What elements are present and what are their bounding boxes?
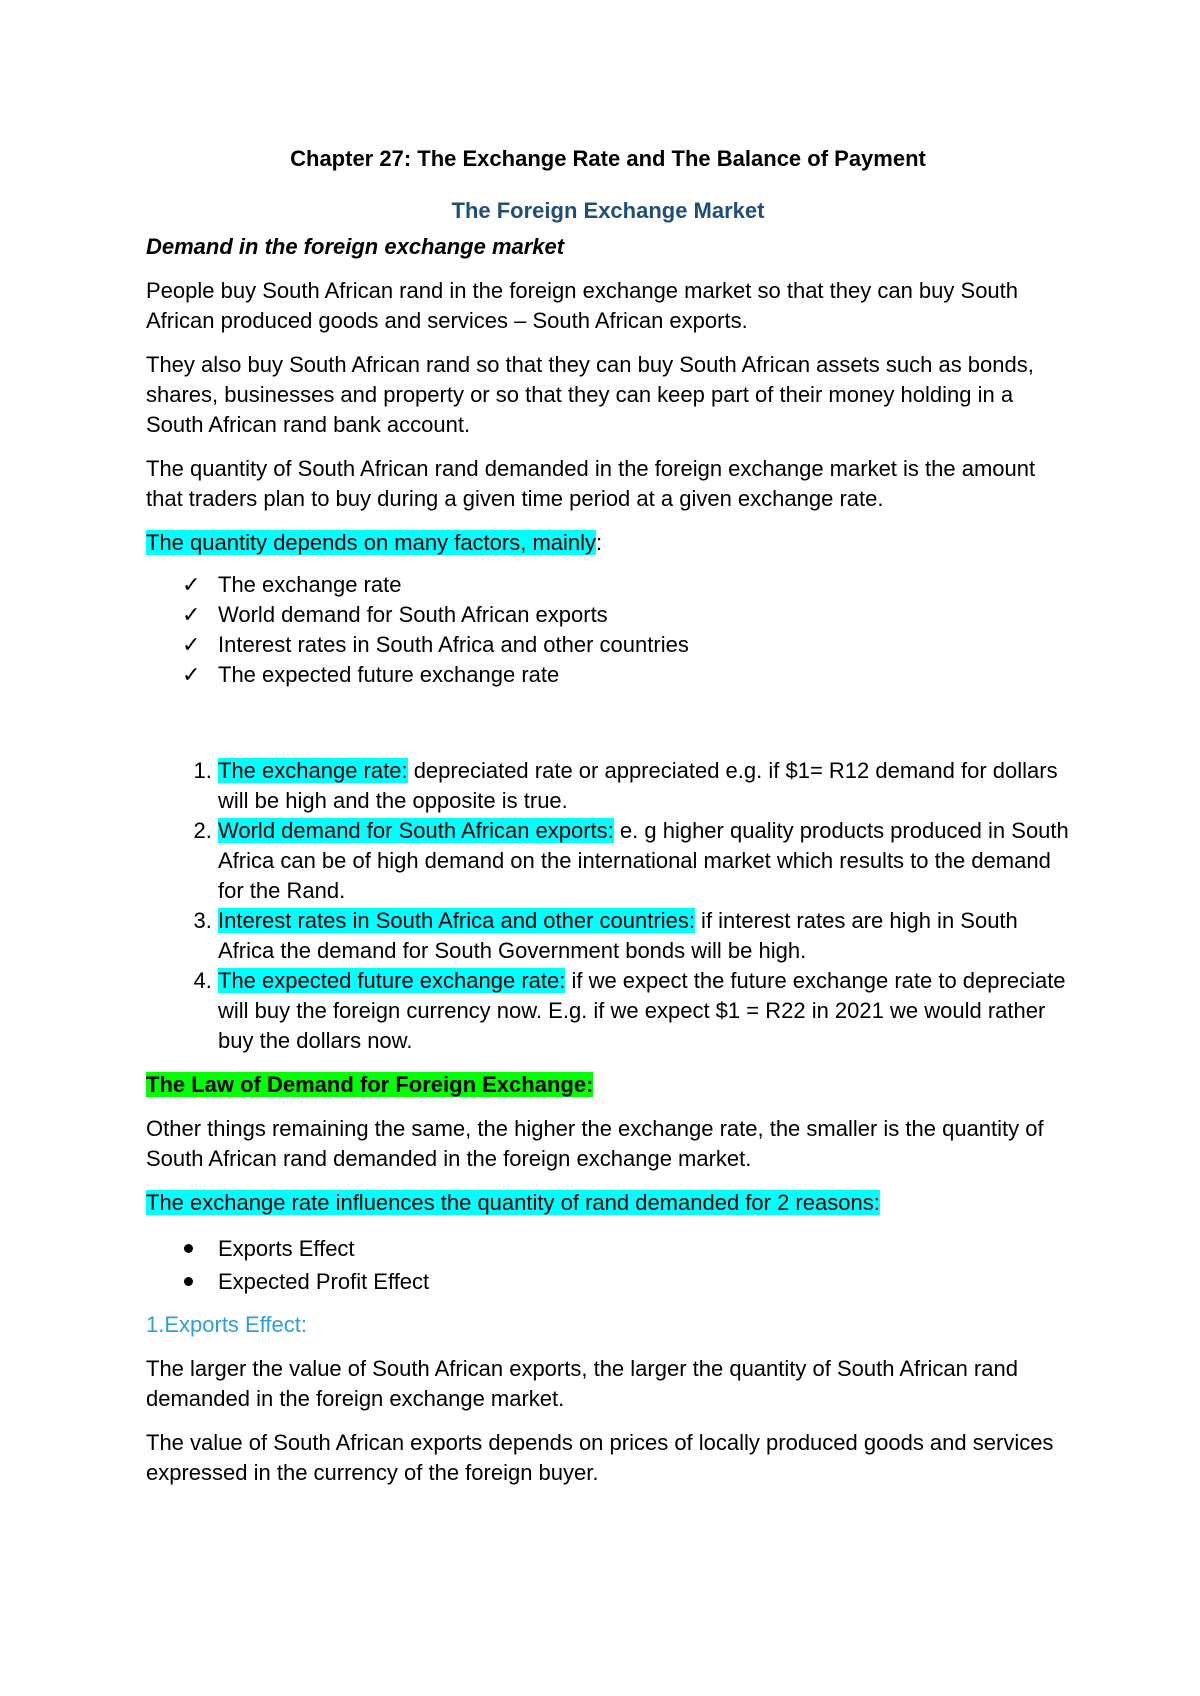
checklist-item bbox=[182, 660, 1070, 690]
factor-item-text: e. g higher quality products produced in South Africa can be of high demand on the international market which results to the demand for the Rand. bbox=[218, 818, 1069, 903]
exports-effect-heading: 1.Exports Effect: bbox=[146, 1312, 308, 1337]
reason-item bbox=[218, 1232, 1070, 1265]
checklist-item-label: The expected future exchange rate bbox=[218, 662, 560, 687]
factors-checklist bbox=[146, 570, 1070, 690]
checklist-item bbox=[182, 600, 1070, 630]
check-icon: ✓ bbox=[182, 662, 201, 687]
checklist-item bbox=[182, 570, 1070, 600]
check-icon: ✓ bbox=[182, 632, 201, 657]
check-icon: ✓ bbox=[182, 602, 201, 627]
factor-item-text: if we expect the future exchange rate to depreciate will buy the foreign currency now. E.g. if we expect $1 = R22 in 2021 we would rather buy the dollars now. bbox=[218, 968, 1066, 1053]
factor-item bbox=[218, 756, 1070, 816]
section-title: The Foreign Exchange Market bbox=[451, 198, 765, 223]
paragraph-2: They also buy South African rand so that they can buy South African assets such as bonds, shares, businesses and property or so that they can keep part of their money holding in a South African rand bank account. bbox=[146, 352, 1034, 437]
factor-item-text: depreciated rate or appreciated e.g. if $1= R12 demand for dollars will be high and the opposite is true. bbox=[218, 758, 1058, 813]
reason-item-label: Expected Profit Effect bbox=[218, 1269, 430, 1294]
reasons-intro bbox=[146, 1188, 1070, 1218]
reasons-list bbox=[146, 1232, 1070, 1298]
reasons-intro-highlight: The exchange rate influences the quantity of rand demanded for 2 reasons: bbox=[146, 1190, 880, 1215]
check-icon: ✓ bbox=[182, 572, 201, 597]
paragraph-1: People buy South African rand in the foreign exchange market so that they can buy South African produced goods and services – South African exports. bbox=[146, 278, 1019, 333]
exports-paragraph-1: The larger the value of South African exports, the larger the quantity of South African rand demanded in the foreign exchange market. bbox=[146, 1356, 1018, 1411]
checklist-item-label: Interest rates in South Africa and other countries bbox=[218, 632, 689, 657]
checklist-item-label: The exchange rate bbox=[218, 572, 402, 597]
reason-item bbox=[218, 1265, 1070, 1298]
factor-item bbox=[218, 906, 1070, 966]
law-heading-highlight: The Law of Demand for Foreign Exchange: bbox=[146, 1072, 594, 1097]
factors-intro bbox=[146, 528, 1070, 558]
bullet-icon bbox=[184, 1244, 193, 1253]
reason-item-label: Exports Effect bbox=[218, 1236, 355, 1261]
subheading-demand: Demand in the foreign exchange market bbox=[146, 234, 565, 259]
factors-intro-colon: : bbox=[596, 530, 603, 555]
factor-item bbox=[218, 966, 1070, 1056]
document-title: Chapter 27: The Exchange Rate and The Balance of Payment bbox=[290, 146, 926, 171]
factors-numbered-list bbox=[146, 756, 1070, 1056]
factors-intro-highlight: The quantity depends on many factors, mainly bbox=[146, 530, 597, 555]
factor-item bbox=[218, 816, 1070, 906]
law-heading bbox=[146, 1070, 1070, 1100]
paragraph-3: The quantity of South African rand demanded in the foreign exchange market is the amount that traders plan to buy during a given time period at a given exchange rate. bbox=[146, 456, 1036, 511]
factor-item-highlight: The exchange rate: bbox=[218, 758, 408, 783]
law-text: Other things remaining the same, the higher the exchange rate, the smaller is the quantity of South African rand demanded in the foreign exchange market. bbox=[146, 1116, 1044, 1171]
factor-item-highlight: The expected future exchange rate: bbox=[218, 968, 566, 993]
factor-item-text: if interest rates are high in South Africa the demand for South Government bonds will be high. bbox=[218, 908, 1018, 963]
exports-paragraph-2: The value of South African exports depends on prices of locally produced goods and services expressed in the currency of the foreign buyer. bbox=[146, 1430, 1054, 1485]
checklist-item-label: World demand for South African exports bbox=[218, 602, 608, 627]
factor-item-highlight: Interest rates in South Africa and other countries: bbox=[218, 908, 695, 933]
bullet-icon bbox=[184, 1277, 193, 1286]
checklist-item bbox=[182, 630, 1070, 660]
factor-item-highlight: World demand for South African exports: bbox=[218, 818, 614, 843]
